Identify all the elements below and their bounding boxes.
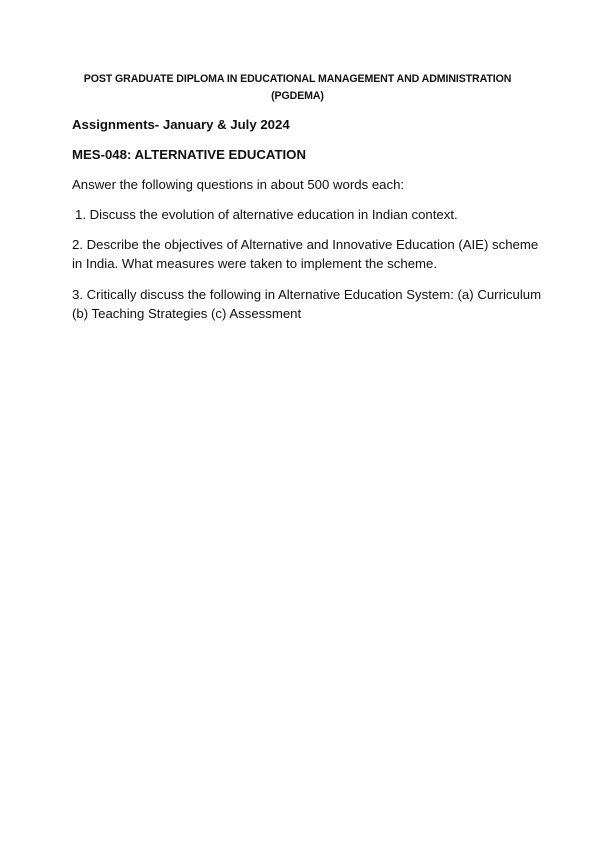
question-1	[72, 205, 545, 224]
programme-title-line-1: POST GRADUATE DIPLOMA IN EDUCATIONAL MANAGEMENT AND ADMINISTRATION	[83, 73, 512, 85]
course-heading: MES-048: ALTERNATIVE EDUCATION	[72, 147, 306, 162]
instructions-text: Answer the following questions in about 500 words each:	[72, 177, 405, 192]
assignments-heading: Assignments- January & July 2024	[72, 117, 290, 132]
programme-title	[60, 71, 535, 105]
question-2-line-1: 2. Describe the objectives of Alternative and Innovative Education (AIE) scheme	[72, 237, 539, 252]
question-3-line-2: (b) Teaching Strategies (c) Assessment	[72, 306, 302, 321]
question-2	[72, 235, 542, 273]
question-2-line-2: in India. What measures were taken to implement the scheme.	[72, 256, 438, 271]
question-3	[72, 285, 542, 323]
programme-title-line-2: (PGDEMA)	[271, 90, 324, 102]
question-3-line-1: 3. Critically discuss the following in Alternative Education System: (a) Curriculum	[72, 287, 542, 302]
question-1-line-1: 1. Discuss the evolution of alternative education in Indian context.	[75, 207, 458, 222]
